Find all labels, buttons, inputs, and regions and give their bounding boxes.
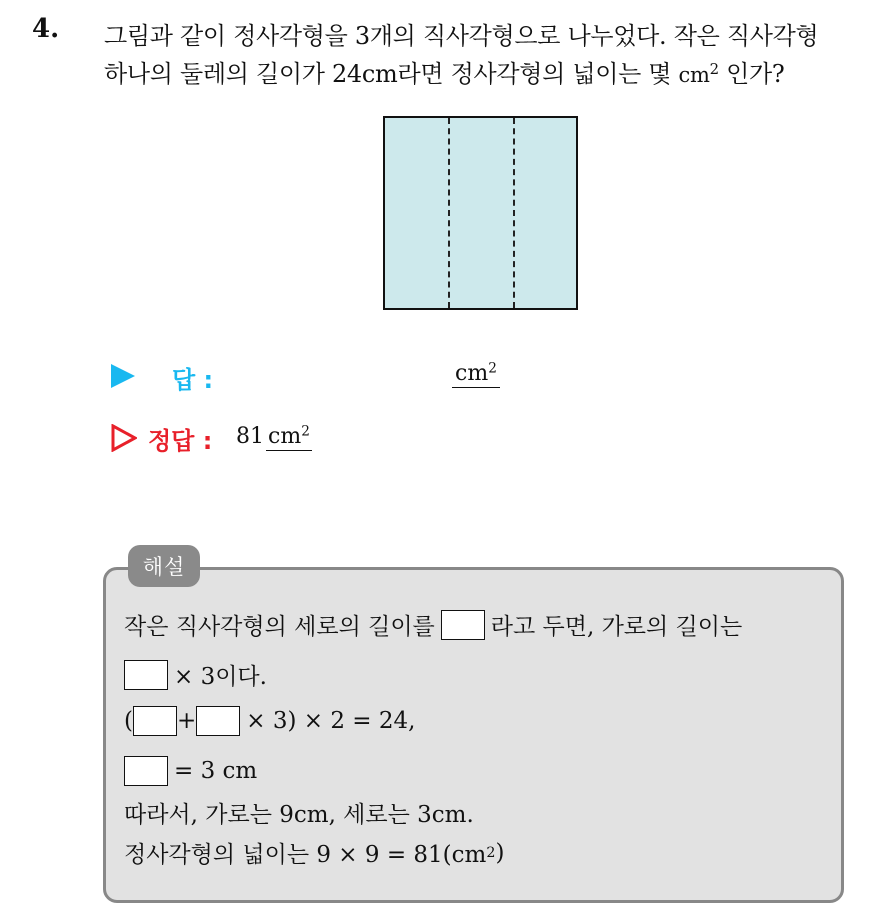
question-number: 4. xyxy=(32,14,60,44)
answer-unit-exponent: 2 xyxy=(488,360,497,377)
solution-line-6-text: 정사각형의 넓이는 9 × 9 = 81(cm xyxy=(124,842,487,868)
question-text-line2-end: 인가? xyxy=(718,60,785,88)
correct-answer xyxy=(236,424,312,449)
answer-input-unit[interactable] xyxy=(452,362,500,388)
blank-box xyxy=(133,706,177,736)
solution-tag: 해설 xyxy=(128,545,200,587)
correct-answer-unit-wrap xyxy=(266,424,312,451)
correct-answer-unit: cm xyxy=(268,424,302,449)
question-unit: cm xyxy=(678,63,710,87)
question-unit-exponent: 2 xyxy=(709,59,719,78)
solution-line-6: 정사각형의 넓이는 9 × 9 = 81(cm 2 ) xyxy=(124,836,504,869)
blank-box xyxy=(124,756,168,786)
solution-line-2 xyxy=(124,658,267,691)
question-text-line1: 그림과 같이 정사각형을 3개의 직사각형으로 나누었다. 작은 직사각형 xyxy=(104,22,819,50)
answer-label: 답 : xyxy=(172,366,214,394)
solution-line-5: 따라서, 가로는 9cm, 세로는 3cm. xyxy=(124,802,474,828)
solution-line-3-text: × 3) × 2 = 24, xyxy=(246,708,416,734)
solution-line-2-text: × 3이다. xyxy=(174,664,267,690)
blank-box xyxy=(124,660,168,690)
dashed-divider-1 xyxy=(448,118,450,308)
correct-label: 정답 : xyxy=(148,427,213,455)
blank-box xyxy=(196,706,240,736)
open-paren: ( xyxy=(124,708,133,734)
solution-line-1 xyxy=(124,608,742,641)
solution-line-4-text: = 3 cm xyxy=(174,758,258,784)
answer-arrow-icon xyxy=(111,364,135,388)
solution-line-4 xyxy=(124,756,257,786)
solution-line-1-text: 작은 직사각형의 세로의 길이를 xyxy=(124,614,435,640)
correct-arrow-icon xyxy=(111,424,137,452)
answer-unit: cm xyxy=(455,361,489,386)
solution-line-6-close: ) xyxy=(495,839,505,866)
square-figure xyxy=(383,116,578,310)
dashed-divider-2 xyxy=(513,118,515,308)
blank-box xyxy=(441,610,485,640)
correct-answer-exponent: 2 xyxy=(301,423,310,440)
correct-answer-value: 81 xyxy=(236,424,264,449)
solution-line-1-text-end: 라고 두면, 가로의 길이는 xyxy=(490,614,743,640)
question-text-line2-main: 하나의 둘레의 길이가 24cm라면 정사각형의 넓이는 몇 xyxy=(104,60,679,88)
solution-line-3 xyxy=(124,706,415,736)
plus-sign: + xyxy=(176,708,197,734)
question-text-line2 xyxy=(104,54,784,89)
